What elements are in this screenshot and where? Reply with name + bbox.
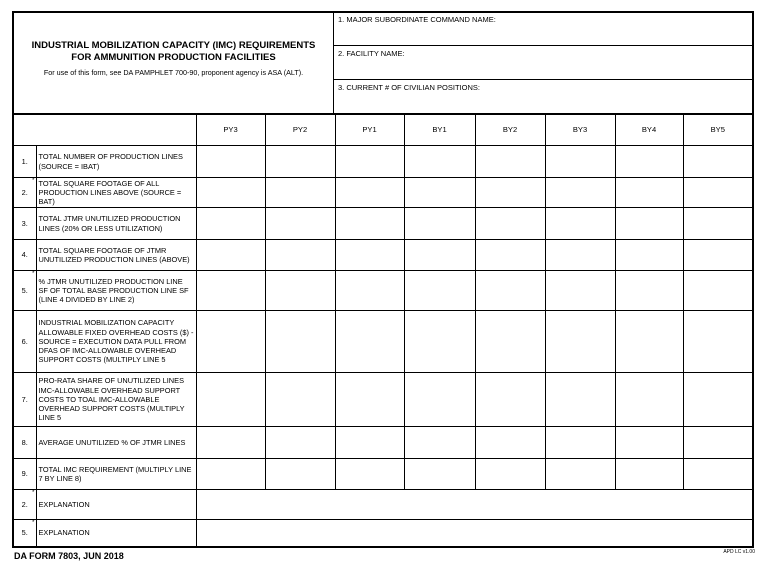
entry-cell[interactable] — [196, 459, 265, 490]
row-label — [36, 427, 196, 459]
entry-cell[interactable] — [615, 427, 683, 459]
row-label-text: TOTAL SQUARE FOOTAGE OF ALL PRODUCTION LINES ABOVE (SOURCE = BAT) — [38, 178, 182, 207]
entry-cell[interactable] — [683, 208, 752, 240]
facility-name-label: 2. FACILITY NAME: — [338, 49, 405, 58]
entry-cell[interactable] — [475, 208, 545, 240]
entry-cell[interactable] — [545, 427, 615, 459]
entry-cell[interactable] — [615, 178, 683, 208]
row-number-text: 2. — [21, 187, 28, 197]
row-number-text: 5. — [21, 285, 28, 295]
entry-cell[interactable] — [545, 271, 615, 311]
entry-cell[interactable] — [475, 271, 545, 311]
entry-cell[interactable] — [196, 311, 265, 373]
entry-cell[interactable] — [335, 271, 404, 311]
table-row — [14, 271, 752, 311]
entry-cell[interactable] — [196, 427, 265, 459]
entry-cell[interactable] — [615, 271, 683, 311]
required-marker: * — [32, 490, 35, 496]
column-header: BY3 — [545, 114, 615, 146]
row-number-text: 9. — [21, 469, 28, 479]
column-header: PY1 — [335, 114, 404, 146]
row-label — [36, 178, 196, 208]
entry-cell[interactable] — [475, 373, 545, 427]
entry-cell[interactable] — [404, 178, 475, 208]
command-name-label: 1. MAJOR SUBORDINATE COMMAND NAME: — [338, 15, 496, 24]
entry-cell[interactable] — [475, 178, 545, 208]
column-header: PY3 — [196, 114, 265, 146]
entry-cell[interactable] — [265, 146, 335, 178]
entry-cell[interactable] — [683, 373, 752, 427]
entry-cell[interactable] — [335, 311, 404, 373]
row-number — [14, 490, 36, 520]
entry-cell[interactable] — [265, 271, 335, 311]
table-row — [14, 240, 752, 271]
entry-cell[interactable] — [404, 373, 475, 427]
form-id: DA FORM 7803, JUN 2018 — [14, 551, 124, 561]
entry-cell[interactable] — [475, 240, 545, 271]
row-number — [14, 520, 36, 547]
entry-cell[interactable] — [404, 146, 475, 178]
entry-cell[interactable] — [196, 178, 265, 208]
entry-cell[interactable] — [475, 427, 545, 459]
row-label — [36, 311, 196, 373]
form-subtitle: For use of this form, see DA PAMPHLET 700-90, proponent agency is ASA (ALT). — [43, 68, 304, 77]
row-number-text: 5. — [21, 528, 28, 538]
row-label — [36, 271, 196, 311]
row-label — [36, 459, 196, 490]
table-row — [14, 373, 752, 427]
entry-cell[interactable] — [404, 311, 475, 373]
row-label — [36, 208, 196, 240]
entry-cell[interactable] — [335, 146, 404, 178]
table-row — [14, 178, 752, 208]
row-number-text: 8. — [21, 437, 28, 447]
entry-cell[interactable] — [404, 240, 475, 271]
civilian-positions-label: 3. CURRENT # OF CIVILIAN POSITIONS: — [338, 83, 480, 92]
row-number — [14, 311, 36, 373]
entry-cell[interactable] — [335, 208, 404, 240]
row-number — [14, 208, 36, 240]
entry-cell[interactable] — [335, 459, 404, 490]
column-header: BY5 — [683, 114, 752, 146]
entry-cell[interactable] — [545, 373, 615, 427]
entry-cell[interactable] — [335, 240, 404, 271]
required-marker: * — [32, 520, 35, 526]
entry-cell[interactable] — [404, 459, 475, 490]
form-title-block — [14, 13, 334, 113]
entry-cell[interactable] — [196, 240, 265, 271]
column-header: PY2 — [265, 114, 335, 146]
entry-cell[interactable] — [335, 427, 404, 459]
explanation-label — [36, 490, 196, 520]
entry-cell[interactable] — [265, 427, 335, 459]
explanation-row — [14, 490, 752, 520]
row-number-text: 4. — [21, 250, 28, 260]
explanation-field[interactable] — [196, 490, 752, 520]
row-label-text: TOTAL SQUARE FOOTAGE OF JTMR UNUTILIZED PRODUCTION LINES (ABOVE) — [38, 245, 190, 264]
explanation-label — [36, 520, 196, 547]
required-marker: * — [32, 178, 35, 184]
entry-cell[interactable] — [545, 146, 615, 178]
entry-cell[interactable] — [265, 311, 335, 373]
entry-cell[interactable] — [265, 240, 335, 271]
entry-cell[interactable] — [615, 208, 683, 240]
column-header: BY2 — [475, 114, 545, 146]
entry-cell[interactable] — [475, 146, 545, 178]
civilian-positions-field[interactable] — [334, 80, 752, 113]
row-number-text: 2. — [21, 499, 28, 509]
row-number — [14, 271, 36, 311]
entry-cell[interactable] — [615, 311, 683, 373]
row-number-text: 1. — [21, 156, 28, 166]
entry-cell[interactable] — [335, 178, 404, 208]
table-row — [14, 459, 752, 490]
table-row — [14, 146, 752, 178]
row-label-text: AVERAGE UNUTILIZED % OF JTMR LINES — [38, 437, 186, 447]
entry-cell[interactable] — [615, 373, 683, 427]
row-number — [14, 240, 36, 271]
column-header: BY1 — [404, 114, 475, 146]
entry-cell[interactable] — [615, 146, 683, 178]
row-number-text: 6. — [21, 336, 28, 346]
row-number — [14, 459, 36, 490]
command-name-field[interactable] — [334, 13, 752, 46]
entry-cell[interactable] — [615, 240, 683, 271]
entry-cell[interactable] — [265, 178, 335, 208]
entry-cell[interactable] — [615, 459, 683, 490]
column-header: BY4 — [615, 114, 683, 146]
row-number — [14, 146, 36, 178]
row-number — [14, 427, 36, 459]
required-marker: * — [32, 271, 35, 277]
entry-cell[interactable] — [404, 271, 475, 311]
entry-cell[interactable] — [683, 311, 752, 373]
table-row — [14, 311, 752, 373]
row-label-text: % JTMR UNUTILIZED PRODUCTION LINE SF OF TOTAL BASE PRODUCTION LINE SF (LINE 4 DIVIDED BY LINE 2) — [38, 276, 189, 305]
entry-cell[interactable] — [404, 427, 475, 459]
entry-cell[interactable] — [475, 311, 545, 373]
explanation-label-text: EXPLANATION — [38, 499, 90, 509]
form-frame — [12, 11, 754, 548]
entry-cell[interactable] — [475, 459, 545, 490]
entry-cell[interactable] — [683, 427, 752, 459]
form-title-line1: INDUSTRIAL MOBILIZATION CAPACITY (IMC) REQUIREMENTS — [31, 40, 316, 51]
entry-cell[interactable] — [196, 271, 265, 311]
row-label — [36, 240, 196, 271]
form-title — [14, 40, 333, 64]
table-row — [14, 208, 752, 240]
header-blank-cell — [14, 114, 196, 146]
entry-cell[interactable] — [545, 459, 615, 490]
entry-cell[interactable] — [683, 459, 752, 490]
row-number — [14, 373, 36, 427]
entry-cell[interactable] — [683, 271, 752, 311]
entry-cell[interactable] — [265, 373, 335, 427]
row-number — [14, 178, 36, 208]
entry-cell[interactable] — [265, 459, 335, 490]
header-fields — [334, 13, 752, 113]
entry-cell[interactable] — [545, 311, 615, 373]
row-label-text: INDUSTRIAL MOBILIZATION CAPACITY ALLOWABLE FIXED OVERHEAD COSTS ($) - SOURCE = EXECUTION DATA PULL FROM DFAS OF IMC-ALLOWABLE OVERHEAD SUPPORT COSTS (MULTIPLY LINE 5 — [38, 318, 194, 365]
row-label-text: TOTAL JTMR UNUTILIZED PRODUCTION LINES (20% OR LESS UTILIZATION) — [38, 214, 181, 233]
entry-cell[interactable] — [335, 373, 404, 427]
entry-cell[interactable] — [196, 208, 265, 240]
explanation-label-text: EXPLANATION — [38, 528, 90, 538]
version-label: APD LC v1.00 — [723, 549, 755, 555]
table-row — [14, 427, 752, 459]
row-number-text: 3. — [21, 218, 28, 228]
entry-cell[interactable] — [545, 208, 615, 240]
row-label-text: PRO-RATA SHARE OF UNUTILIZED LINES IMC-ALLOWABLE OVERHEAD SUPPORT COSTS TO TOAL IMC-ALLOWABLE OVERHEAD SUPPORT COSTS (MULTIPLY LINE 5 — [38, 376, 185, 423]
row-label — [36, 373, 196, 427]
row-label — [36, 146, 196, 178]
entry-cell[interactable] — [196, 373, 265, 427]
explanation-field[interactable] — [196, 520, 752, 547]
entry-cell[interactable] — [265, 208, 335, 240]
facility-name-field[interactable] — [334, 46, 752, 80]
entry-cell[interactable] — [683, 178, 752, 208]
table-header-row — [14, 114, 752, 146]
entry-cell[interactable] — [683, 146, 752, 178]
explanation-row — [14, 520, 752, 547]
form-title-line2: FOR AMMUNITION PRODUCTION FACILITIES — [71, 52, 276, 63]
row-label-text: TOTAL NUMBER OF PRODUCTION LINES (SOURCE = IBAT) — [38, 152, 183, 171]
row-number-text: 7. — [21, 394, 28, 404]
entry-cell[interactable] — [404, 208, 475, 240]
requirements-table — [14, 113, 752, 547]
entry-cell[interactable] — [545, 240, 615, 271]
row-label-text: TOTAL IMC REQUIREMENT (MULTIPLY LINE 7 BY LINE 8) — [38, 464, 192, 483]
entry-cell[interactable] — [545, 178, 615, 208]
entry-cell[interactable] — [683, 240, 752, 271]
entry-cell[interactable] — [196, 146, 265, 178]
